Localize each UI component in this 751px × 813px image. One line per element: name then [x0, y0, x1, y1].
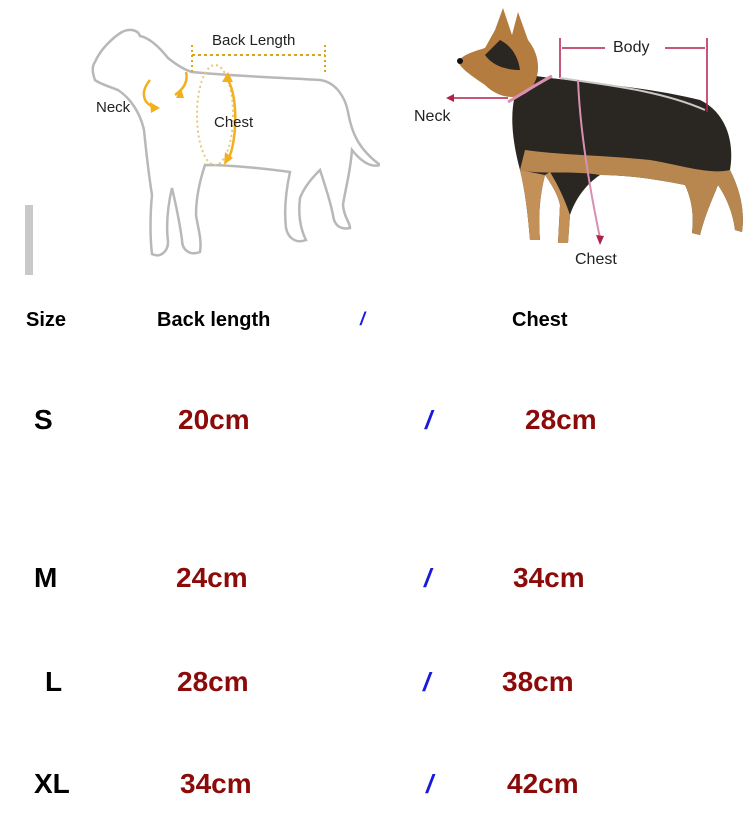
chest-l: 38cm — [502, 666, 574, 697]
header-back-length: Back length — [157, 309, 271, 331]
size-l: L — [45, 666, 63, 697]
chest-label-photo: Chest — [575, 251, 617, 268]
shepherd-illustration — [400, 0, 751, 285]
shepherd-photo-diagram — [400, 0, 751, 285]
chest-s: 28cm — [525, 404, 597, 435]
neck-label-photo: Neck — [414, 108, 451, 125]
separator-xl: / — [426, 769, 434, 799]
back-length-xl: 34cm — [180, 768, 252, 799]
size-xl: XL — [34, 768, 70, 799]
back-length-label: Back Length — [212, 32, 296, 49]
back-length-l: 28cm — [177, 666, 249, 697]
chest-m: 34cm — [513, 562, 585, 593]
header-chest: Chest — [512, 309, 568, 331]
outline-dog-diagram — [0, 0, 380, 285]
header-size: Size — [26, 309, 67, 331]
header-separator: / — [360, 309, 366, 329]
outline-dog-illustration — [0, 0, 380, 285]
neck-label: Neck — [96, 99, 131, 116]
back-length-s: 20cm — [178, 404, 250, 435]
back-length-m: 24cm — [176, 562, 248, 593]
chest-label: Chest — [214, 114, 254, 131]
size-m: M — [34, 562, 58, 593]
body-label: Body — [613, 39, 650, 56]
separator-m: / — [424, 563, 432, 593]
chest-xl: 42cm — [507, 768, 579, 799]
size-s: S — [34, 404, 53, 435]
separator-s: / — [425, 405, 433, 435]
separator-l: / — [423, 667, 431, 697]
